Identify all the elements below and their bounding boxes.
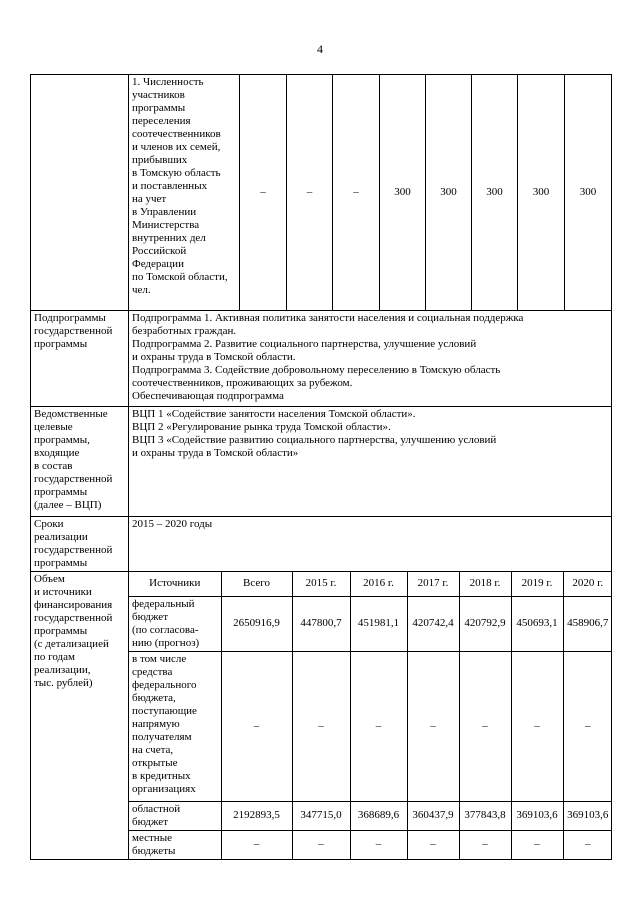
funding-label: Объем и источники финансирования государственной программы (с детализацией по годам реализации, тыс. рублей): [31, 572, 129, 860]
funding-value: –: [221, 830, 292, 859]
indicator-value: 300: [565, 75, 612, 311]
funding-header: 2017 г.: [407, 572, 459, 596]
funding-value: –: [350, 651, 407, 801]
indicator-value: –: [287, 75, 333, 311]
funding-value: 451981,1: [350, 596, 407, 651]
indicator-row: [31, 75, 612, 311]
indicator-value: –: [333, 75, 380, 311]
funding-value: 2192893,5: [221, 801, 292, 830]
funding-data-row: [129, 801, 612, 830]
vcp-row: [31, 407, 612, 517]
subprograms-label: Подпрограммы государственной программы: [31, 311, 129, 407]
indicator-empty-cell: [31, 75, 129, 311]
passport-table: [30, 74, 612, 860]
funding-value: –: [292, 651, 350, 801]
funding-header: 2020 г.: [563, 572, 612, 596]
vcp-text: ВЦП 1 «Содействие занятости населения Томской области». ВЦП 2 «Регулирование рынка труда Томской области». ВЦП 3 «Содействие развитию социального партнерства, улучшению условий и охраны труда в Томской области»: [129, 407, 612, 517]
funding-header: Источники: [129, 572, 221, 596]
indicator-value: 300: [426, 75, 472, 311]
funding-header: 2018 г.: [459, 572, 511, 596]
indicator-label: 1. Численность участников программы переселения соотечественников и членов их семей, прибывших в Томскую область и поставленных на учет в Управлении Министерства внутренних дел Российской Федерации по Томской области, чел.: [129, 75, 240, 311]
funding-value: 360437,9: [407, 801, 459, 830]
funding-header: Всего: [221, 572, 292, 596]
subprograms-row: [31, 311, 612, 407]
funding-value: –: [407, 651, 459, 801]
funding-value: 420792,9: [459, 596, 511, 651]
funding-value: 2650916,9: [221, 596, 292, 651]
funding-value: –: [563, 830, 612, 859]
funding-source: местные бюджеты: [129, 830, 221, 859]
terms-text: 2015 – 2020 годы: [129, 517, 612, 572]
funding-value: –: [459, 830, 511, 859]
funding-header: 2015 г.: [292, 572, 350, 596]
funding-value: –: [407, 830, 459, 859]
funding-value: 369103,6: [563, 801, 612, 830]
funding-header-row: [129, 572, 612, 596]
vcp-label: Ведомственные целевые программы, входящие в состав государственной программы (далее – ВЦП): [31, 407, 129, 517]
page-number: 4: [317, 42, 323, 56]
funding-value: –: [350, 830, 407, 859]
terms-row: [31, 517, 612, 572]
funding-header: 2019 г.: [511, 572, 563, 596]
indicator-value: 300: [518, 75, 565, 311]
funding-source: федеральный бюджет (по согласова- нию (прогноз): [129, 596, 221, 651]
subprograms-text: Подпрограмма 1. Активная политика занятости населения и социальная поддержка безработных граждан. Подпрограмма 2. Развитие социального партнерства, улучшение условий и охраны труда в Томской области. Подпрограмма 3. Содействие добровольному переселению в Томскую область соотечественников, проживающих за рубежом. Обеспечивающая подпрограмма: [129, 311, 612, 407]
funding-value: –: [563, 651, 612, 801]
funding-value: 458906,7: [563, 596, 612, 651]
funding-value: –: [459, 651, 511, 801]
funding-value: 450693,1: [511, 596, 563, 651]
indicator-value: 300: [380, 75, 426, 311]
funding-value: 420742,4: [407, 596, 459, 651]
funding-value: –: [221, 651, 292, 801]
funding-data-row: [129, 596, 612, 651]
funding-row: [31, 572, 612, 860]
funding-value: 447800,7: [292, 596, 350, 651]
funding-value: –: [511, 651, 563, 801]
indicator-value: 300: [472, 75, 518, 311]
funding-table: [129, 572, 612, 859]
funding-data-row: [129, 651, 612, 801]
funding-value: –: [292, 830, 350, 859]
funding-source: областной бюджет: [129, 801, 221, 830]
funding-cell: [129, 572, 612, 860]
funding-header: 2016 г.: [350, 572, 407, 596]
indicator-value: –: [240, 75, 287, 311]
funding-value: 369103,6: [511, 801, 563, 830]
funding-source: в том числе средства федерального бюджета, поступающие напрямую получателям на счета, открытые в кредитных организациях: [129, 651, 221, 801]
funding-value: 368689,6: [350, 801, 407, 830]
funding-value: 347715,0: [292, 801, 350, 830]
funding-value: 377843,8: [459, 801, 511, 830]
terms-label: Сроки реализации государственной программы: [31, 517, 129, 572]
funding-data-row: [129, 830, 612, 859]
funding-value: –: [511, 830, 563, 859]
